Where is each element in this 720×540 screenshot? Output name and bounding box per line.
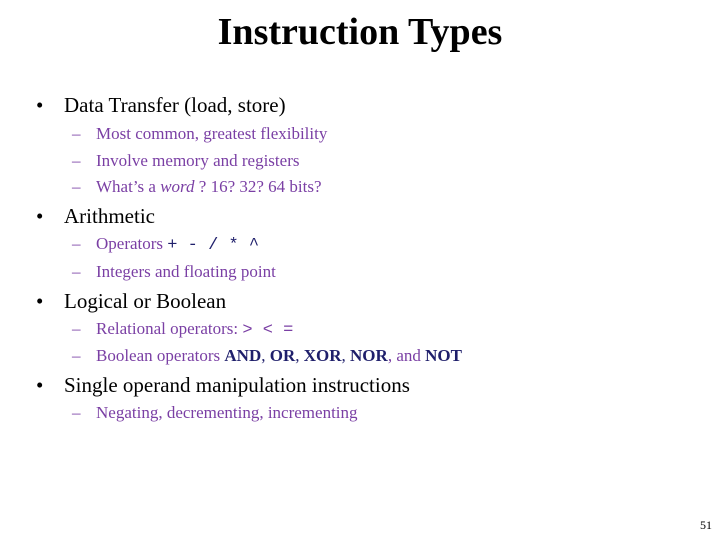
slide-title: Instruction Types [217,11,503,53]
op-xor: XOR [303,346,342,365]
word-emphasis: word [160,177,195,196]
op-not: NOT [425,346,462,365]
bullet-arithmetic [36,203,155,229]
op-or: OR [269,346,296,365]
sub-bullet-integers-floating [72,261,276,283]
dash-glyph: – [72,346,81,365]
bullet-text: Logical or Boolean [64,289,227,313]
op-and: AND [224,346,262,365]
sub-bullet-text-pre: What’s a [96,177,161,196]
dash-glyph: – [72,124,81,143]
sub-bullet-most-common [72,123,327,145]
dash-glyph: – [72,177,81,196]
separator: , [295,346,304,365]
separator: , [341,346,351,365]
sub-bullet-text: Negating, decrementing, incrementing [96,403,358,422]
sub-bullet-memory-registers [72,150,299,172]
dash-glyph: – [72,151,81,170]
sub-bullet-operators [72,233,259,257]
sub-bullet-text: Operators [96,234,168,253]
dash-glyph: – [72,234,81,253]
sub-bullet-text: Integers and floating point [96,262,276,281]
bullet-glyph: • [36,204,44,228]
bullet-glyph: • [36,373,44,397]
bullet-text: Arithmetic [64,204,155,228]
separator: , [261,346,270,365]
sub-bullet-text: Most common, greatest flexibility [96,124,328,143]
relational-operators: > < = [242,321,294,340]
sub-bullet-word-size [72,176,322,198]
arithmetic-operators: + - / * ^ [167,236,260,255]
bullet-text: Single operand manipulation instructions [64,373,410,397]
sub-bullet-text: Involve memory and registers [96,151,300,170]
separator: , and [387,346,426,365]
dash-glyph: – [72,403,81,422]
page-number: 51 [700,518,712,532]
op-nor: NOR [350,346,388,365]
sub-bullet-text: Relational operators: [96,319,243,338]
bullet-single-operand [36,372,410,398]
bullet-glyph: • [36,289,44,313]
bullet-data-transfer [36,92,286,118]
bullet-logical [36,288,226,314]
dash-glyph: – [72,319,81,338]
sub-bullet-relational [72,318,293,342]
sub-bullet-boolean [72,345,462,367]
sub-bullet-text: Boolean operators [96,346,225,365]
bullet-text: Data Transfer (load, store) [64,93,286,117]
dash-glyph: – [72,262,81,281]
sub-bullet-negating [72,402,358,424]
bullet-glyph: • [36,93,44,117]
sub-bullet-text-post: ? 16? 32? 64 bits? [194,177,322,196]
